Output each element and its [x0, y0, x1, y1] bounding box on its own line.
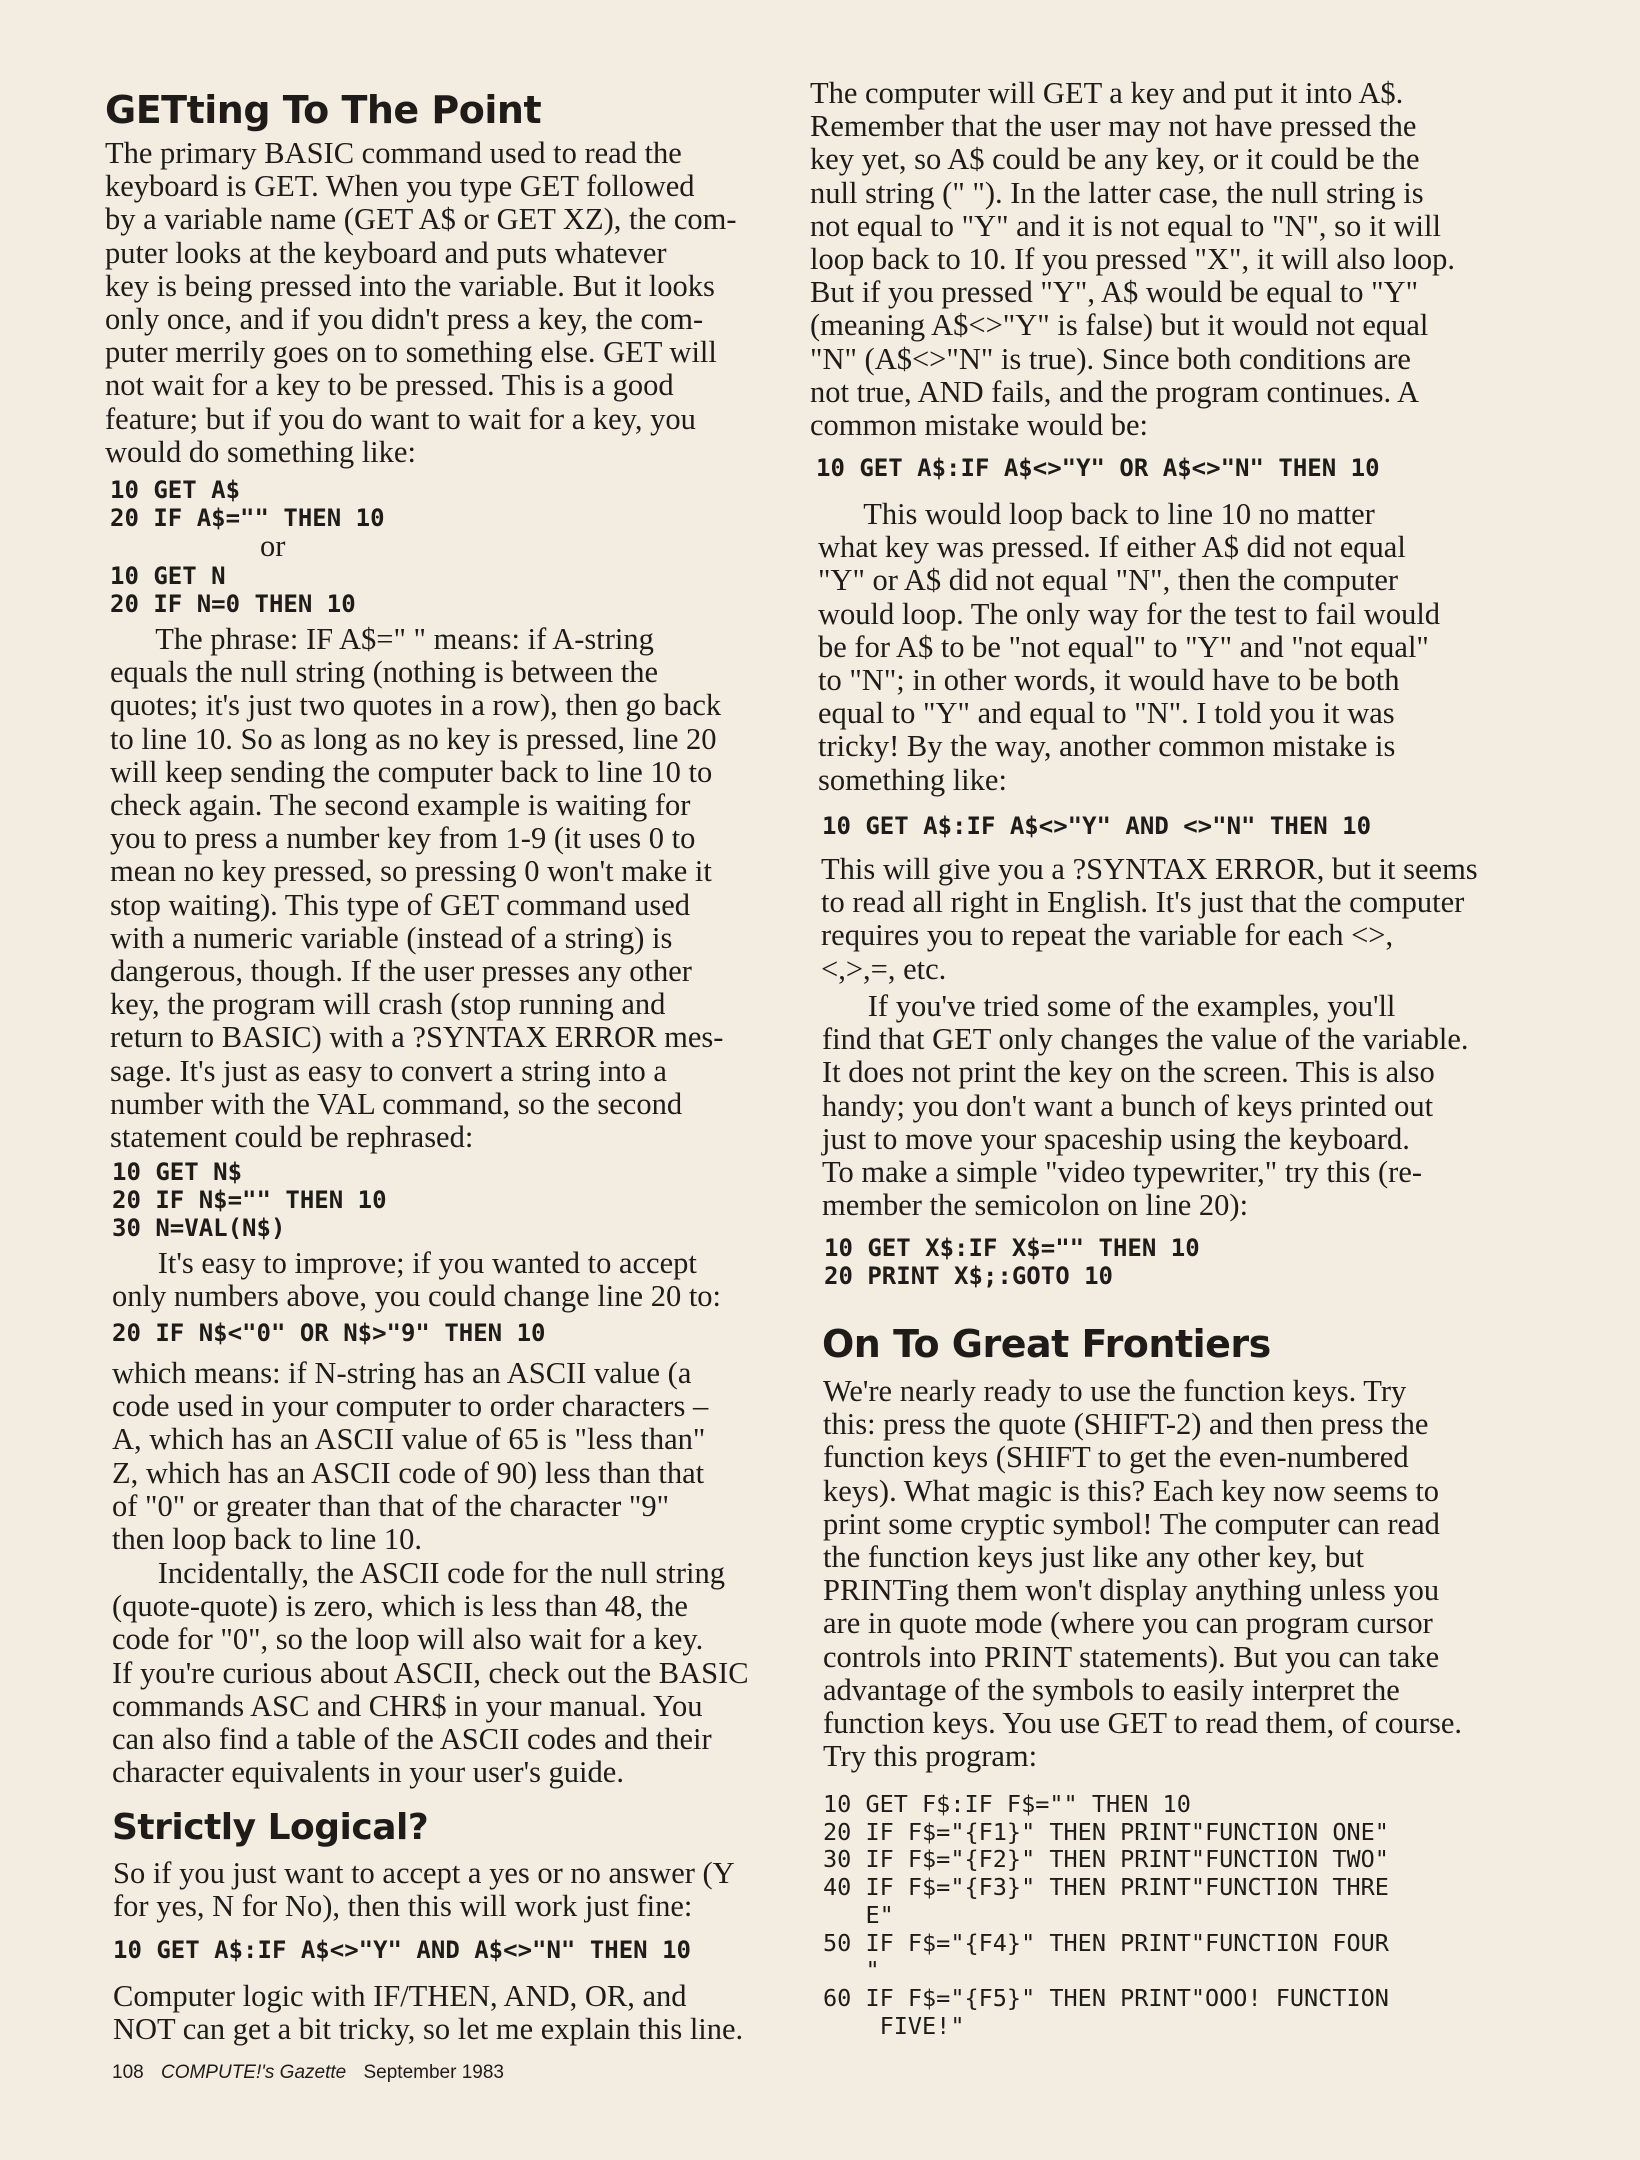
paragraph: It's easy to improve; if you wanted to accept only numbers above, you could change line 20 to:: [112, 1246, 722, 1314]
code-listing: 10 GET F$:IF F$="" THEN 10 20 IF F$="{F1}" THEN PRINT"FUNCTION ONE" 30 IF F$="{F2}" THEN PRINT"FUNCTION TWO" 40 IF F$="{F3}" THEN PRINT"FUNCTION THRE E" 50 IF F$="{F4}" THEN PRINT"FUNCTION FOUR " 60 IF F$="{F5}" THEN PRINT"OOO! FUNCTION FIVE!": [823, 1790, 1389, 2040]
code-listing: 10 GET N$ 20 IF N$="" THEN 10 30 N=VAL(N$): [112, 1158, 387, 1242]
issue-date: September 1983: [363, 2062, 504, 2083]
code-listing: 10 GET N 20 IF N=0 THEN 10: [110, 562, 356, 618]
paragraph: If you've tried some of the examples, you'll find that GET only changes the value of the variable. It does not print the key on the screen. This is also handy; you don't want a bunch of keys printed out just to move your spaceship using the keyboard. To make a simple "video typewriter," try this (re- member the semicolon on line 20):: [822, 989, 1469, 1223]
paragraph: This would loop back to line 10 no matter what key was pressed. If either A$ did not equal "Y" or A$ did not equal "N", then the computer would loop. The only way for the test to fail would be for A$ to be "not equal" to "Y" and "not equal" to "N"; in other words, it would have to be both equal to "Y" and equal to "N". I told you it was tricky! By the way, another common mistake is something like:: [818, 497, 1441, 797]
paragraph: The phrase: IF A$=" " means: if A-string equals the null string (nothing is between the quotes; it's just two quotes in a row), then go back to line 10. So as long as no key is pressed, line 20 will keep sending the computer back to line 10 to check again. The second example is waiting for you to press a number key from 1-9 (it uses 0 to mean no key pressed, so pressing 0 won't make it stop waiting). This type of GET command used with a numeric variable (instead of a string) is dangerous, though. If the user presses any other key, the program will crash (stop running and return to BASIC) with a ?SYNTAX ERROR mes- sage. It's just as easy to convert a string into a number with the VAL command, so the second statement could be rephrased:: [110, 622, 724, 1155]
magazine-name: COMPUTE!'s Gazette: [160, 2062, 347, 2083]
heading-on-to-great-frontiers: On To Great Frontiers: [822, 1322, 1271, 1366]
paragraph: The primary BASIC command used to read the keyboard is GET. When you type GET followed by a variable name (GET A$ or GET XZ), the com- puter looks at the keyboard and puts whatever key is being pressed into the variable. But it looks only once, and if you didn't press a key, the com- puter merrily goes on to something else. GET will not wait for a key to be pressed. This is a good feature; but if you do want to wait for a key, you would do something like:: [105, 136, 737, 469]
page-number: 108: [112, 2062, 144, 2083]
or-label: or: [260, 529, 286, 563]
paragraph: This will give you a ?SYNTAX ERROR, but it seems to read all right in English. It's just that the computer requires you to repeat the variable for each <>, <,>,=, etc.: [821, 852, 1478, 986]
heading-getting-to-the-point: GETting To The Point: [105, 88, 542, 132]
paragraph: which means: if N-string has an ASCII value (a code used in your computer to order characters – A, which has an ASCII value of 65 is "less than" Z, which has an ASCII code of 90) less than that of "0" or greater than that of the character "9" then loop back to line 10.: [112, 1356, 709, 1557]
paragraph: Computer logic with IF/THEN, AND, OR, and NOT can get a bit tricky, so let me explain this line.: [113, 1979, 744, 2047]
code-listing: 20 IF N$<"0" OR N$>"9" THEN 10: [112, 1319, 546, 1347]
paragraph: The computer will GET a key and put it into A$. Remember that the user may not have pressed the key yet, so A$ could be any key, or it could be the null string (" "). In the latter case, the null string is not equal to "Y" and it is not equal to "N", so it will loop back to 10. If you pressed "X", it will also loop. But if you pressed "Y", A$ would be equal to "Y" (meaning A$<>"Y" is false) but it would not equal "N" (A$<>"N" is true). Since both conditions are not true, AND fails, and the program continues. A common mistake would be:: [810, 76, 1455, 443]
code-listing: 10 GET A$:IF A$<>"Y" AND <>"N" THEN 10: [822, 812, 1372, 840]
code-listing: 10 GET A$ 20 IF A$="" THEN 10: [110, 476, 385, 532]
page-footer: [112, 2062, 516, 2084]
code-listing: 10 GET A$:IF A$<>"Y" AND A$<>"N" THEN 10: [113, 1936, 691, 1964]
heading-strictly-logical: Strictly Logical?: [112, 1807, 429, 1848]
code-listing: 10 GET A$:IF A$<>"Y" OR A$<>"N" THEN 10: [816, 454, 1380, 482]
paragraph: Incidentally, the ASCII code for the null string (quote-quote) is zero, which is less than 48, the code for "0", so the loop will also wait for a key. If you're curious about ASCII, check out the BASIC commands ASC and CHR$ in your manual. You can also find a table of the ASCII codes and their character equivalents in your user's guide.: [112, 1556, 749, 1790]
paragraph: We're nearly ready to use the function keys. Try this: press the quote (SHIFT-2) and then press the function keys (SHIFT to get the even-numbered keys). What magic is this? Each key now seems to print some cryptic symbol! The computer can read the function keys just like any other key, but PRINTing them won't display anything unless you are in quote mode (where you can program cursor controls into PRINT statements). But you can take advantage of the symbols to easily interpret the function keys. You use GET to read them, of course. Try this program:: [823, 1374, 1462, 1774]
code-listing: 10 GET X$:IF X$="" THEN 10 20 PRINT X$;:GOTO 10: [824, 1234, 1200, 1290]
paragraph: So if you just want to accept a yes or no answer (Y for yes, N for No), then this will work just fine:: [113, 1856, 735, 1924]
